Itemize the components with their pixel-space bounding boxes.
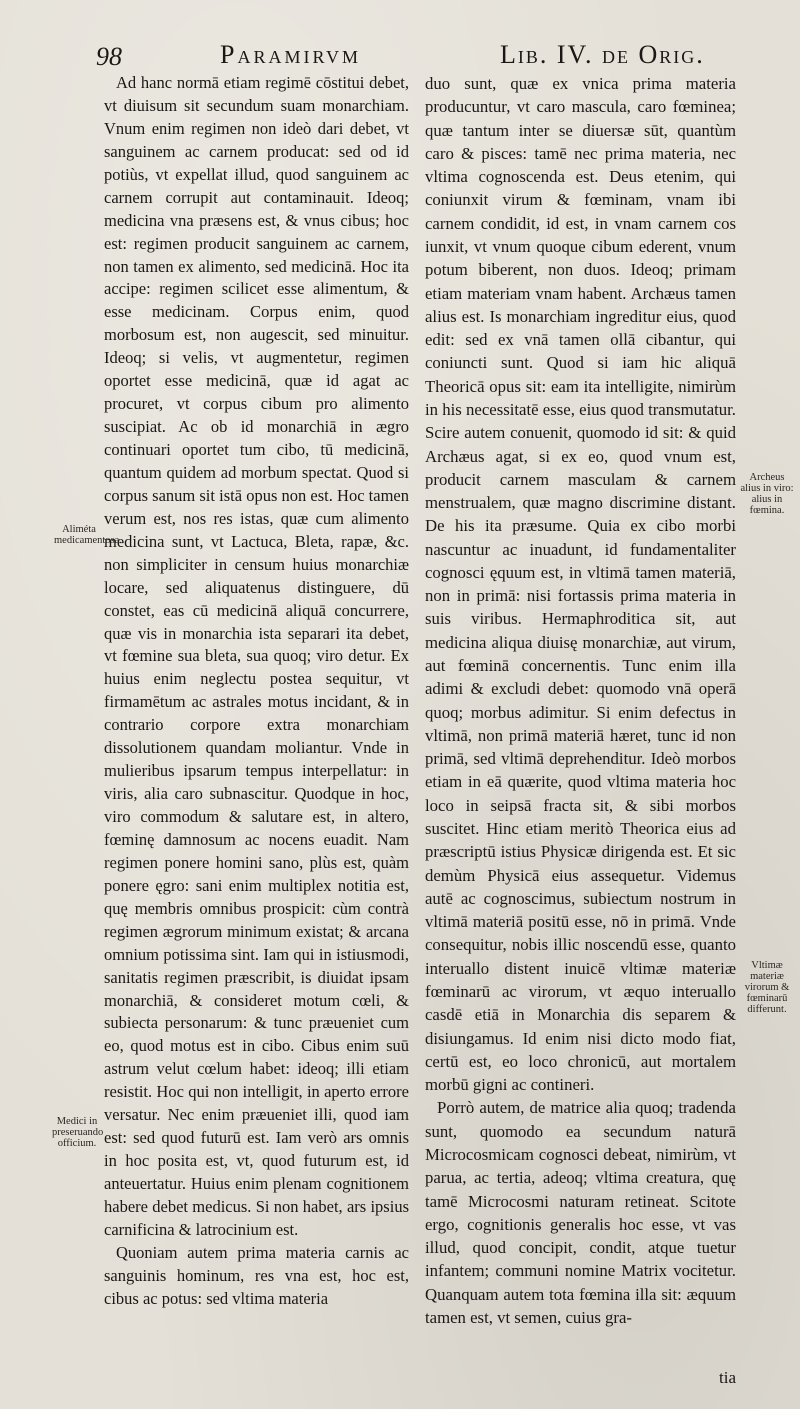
paragraph: Ad hanc normā etiam regimē cōstitui debet, vt diuisum sit secundum suam monarchiam. Vnum enim regimen non ideò dari debet, vt sanguinem ac carnem producat: sed od id potiùs, vt expellat illud, quod sanguinem ac carnem corrupit aut contaminauit. Ideoq; medicina vna præsens est, & vnus cibus; hoc est: regimen producit sanguinem ac carnem, non tamen ex alimento, sed medicinā. Hoc ita accipe: regimen scilicet esse alimentum, & esse medicinam. Corpus enim, quod morbosum est, non augescit, sed minuitur. Ideoq; si velis, vt augmentetur, regimen oportet esse medicinā, quæ id agat ac procuret, vt corpus cibum pro alimento suscipiat. Ac ob id monarchiā in ægro continuari oportet tum cibo, tū medicinā, quantum quidem ad morbum spectat. Quod si corpus sanum sit istā opus non est. Hoc tamen verum est, nos res istas, quæ cum alimento medicina sunt, vt Lactuca, Bleta, rapæ, &c. non simpliciter in censum huius monarchiæ locare, sed aliquatenus distinguere, dū constet, eas cū medicinā aliquā concurrere, quæ vis in monarchia ista separari ita debet, vt fœmine sua bleta, sua quoq; viro detur. Ex huius enim neglectu postea sequitur, vt firmamētum ac astrales motus incidant, & in contrario corpore extra monarchiam dissolutionem quandam moliantur. Vnde in mulieribus ipsarum tempus interpellatur: in viris, alia caro subnascitur. Quodque in hoc, viro commodum & salutare est, in altero, fœminę damnosum ac nocens euadit. Nam regimen ponere homini sano, plùs est, quàm ponere ęgro: sani enim multiplex notitia est, quę membris omnibus prospicit: cùm contrà regimen ægrorum minimum existat; & arcana omnium potissima sint. Iam qui in istiusmodi, sanitatis regimen præscribit, is diuidat ipsam monarchiā, & consideret motum cœli, & subiecta personarum: & tunc præueniet cum eo, quod motus est in cibo. Cibus enim suū astrum velut cœlum habet: ideoq; illi etiam resistit. Hoc qui non intelligit, in aperto errore versatur. Nec enim præueniet illi, quod iam est: sed quod futurū est. Iam verò ars omnis in hoc posita est, vt, quod futurum est, id anteuertatur. Huius enim plenam cognitionem habere debet medicus. Si non habet, ars ipsius carnificina & latrocinium est. [104, 73, 409, 1239]
running-book-title: Lib. IV. de Orig. [500, 40, 705, 69]
catchword: tia [719, 1368, 736, 1387]
right-text-column [425, 72, 736, 1329]
marginal-note: Aliméta medicamentosa. [54, 524, 122, 546]
left-text-column [104, 72, 409, 1311]
paragraph: duo sunt, quæ ex vnica prima materia producuntur, vt caro mascula, caro fœminea; quæ tantum inter se diuersæ sūt, quantùm caro & pisces: tamē nec prima materia, nec vltima cognoscenda est. Deus etenim, qui coniunxit virum & fœminam, vnam ibi carnem condidit, id est, in vnam carnem cos iunxit, vt vnum quoque cibum ederent, vnum potum biberent, non duos. Ideoq; primam etiam materiam vnam habent. Archæus tamen alius est. Is monarchiam ingreditur eius, quod edit: sed ex vnā tamen ollā cibantur, qui coniuncti sunt. Quod si iam hic aliquā Theoricā opus sit: eam ita intelligite, nimirùm in his necessitatē esse, eius quod transmutatur. Scire autem conuenit, quomodo id sit: & quid Archæus agat, si ex eo, quod vnum est, producit carnem masculam & carnem menstrualem, quæ magno discrimine distant. De his ita præsume. Quia ex cibo morbi nascuntur ac inuadunt, id fundamentaliter cognosci ęquum est, in vltimā tamen materiā, non in primā: nisi fortassis prima materia in suis viribus. Hermaphroditica sit, aut medicina aliqua diuisę monarchiæ, aut virum, aut fœminā concernentis. Tunc enim illa adimi & excludi debet: quomodo vnā operā quoq; morbus adimitur. Si enim defectus in vltimā, non primā materiā hæret, tunc id non primā, sed vltimā deprehenditur. Ideò morbos etiam in eā quærite, quod vltima materia hoc loco in seipsā fracta sit, & sibi morbos suscitet. Hinc etiam meritò Theorica eius ad præscriptū istius Physicæ dirigenda est. Et sic demùm Physicā eius assequetur. Videmus autē ac cognoscimus, subiectum nostrum in vltimā materiā positū esse, nō in primā. Vnde consequitur, nobis illic noscendū esse, quanto interuallo distent inuicē vltimæ materiæ fœminarū ac virorum, vt æquo interuallo casdē etiā in Monarchia dis separem & disiungamus. Id enim nisi dicto modo fiat, certū est, eo loco chronicū, aut mortalem morbū gigni ac contineri. [425, 74, 736, 1095]
paragraph: Porrò autem, de matrice alia quoq; tradenda sunt, quomodo ea secundum naturā Microcosmicam cognosci debeat, nimirùm, vt parua, ac tertia, adeoq; vltima creatura, quę tamē Microcosmi naturam retineat. Scitote ergo, cognitionis generalis hoc esse, vt vas illud, quod concipit, condit, atque tuetur infantem; communi nomine Matrix vocitetur. Quanquam autem tota fœmina illa sit: æquum tamen est, vt semen, cuius gra- [425, 1098, 736, 1327]
paragraph: Quoniam autem prima materia carnis ac sanguinis hominum, res vna est, hoc est, cibus ac potus: sed vltima materia [104, 1242, 409, 1308]
page-number: 98 [96, 42, 122, 71]
running-title: Paramirvm [220, 40, 362, 69]
marginal-note: Archeus alius in viro: alius in fœmina. [740, 472, 794, 516]
marginal-note: Medici in preseruando officium. [52, 1116, 104, 1149]
marginal-note: Vltimæ materiæ virorum & fœminarū differunt. [744, 960, 790, 1015]
